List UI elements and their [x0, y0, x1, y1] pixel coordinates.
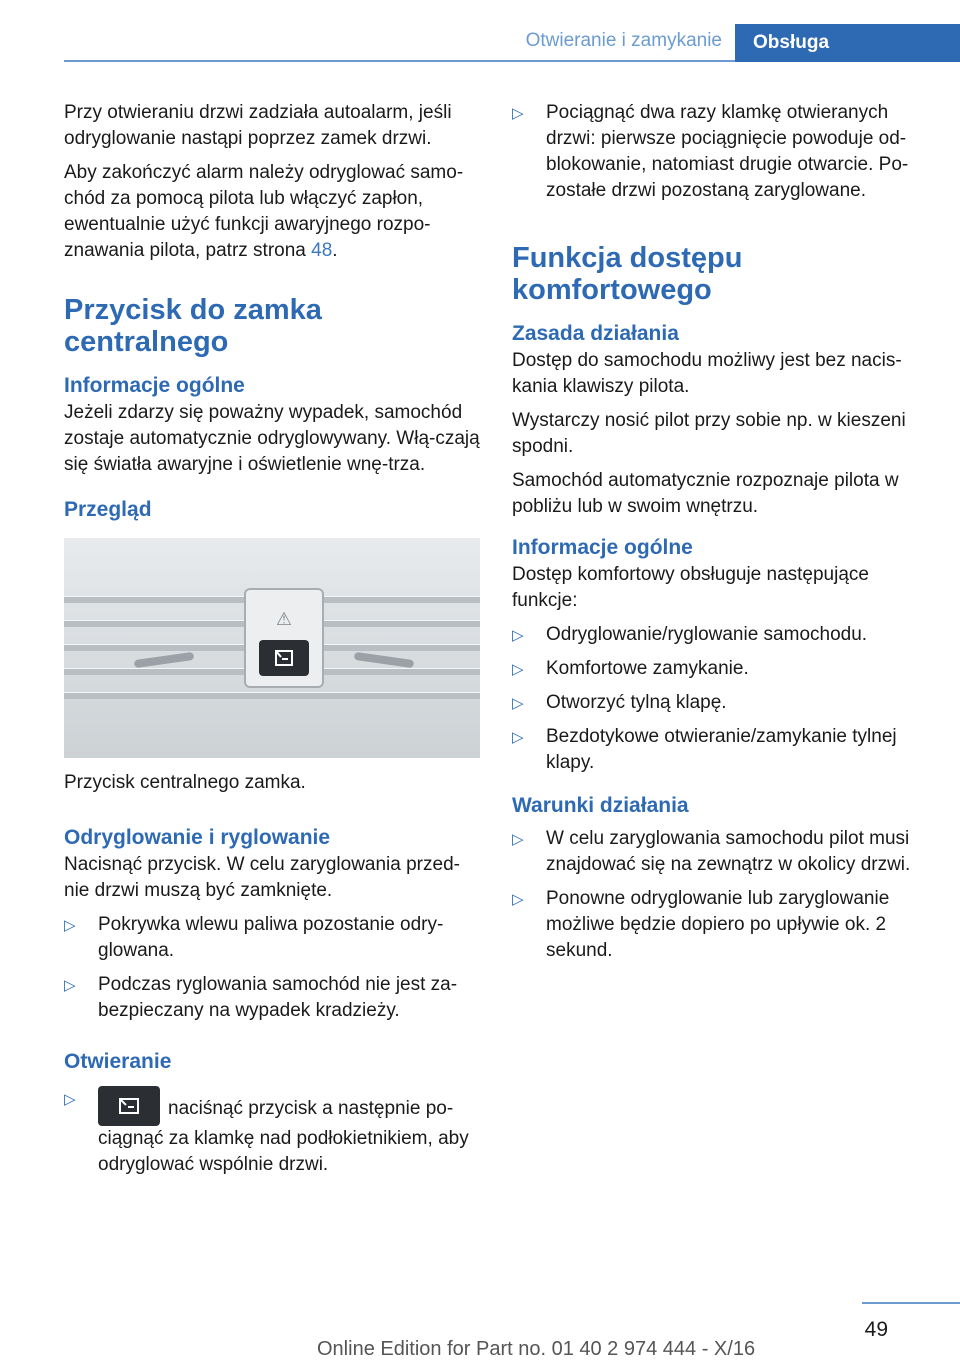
paragraph-stop-alarm-text: Aby zakończyć alarm należy odryglować samo-chód za pomocą pilota lub włączyć zapłon, ewentualnie użyć funkcji awaryjnego rozpo-znawania pilota, patrz strona	[64, 162, 464, 261]
hazard-icon: ⚠	[275, 609, 293, 629]
header-chapter-tab: Obsługa	[735, 24, 960, 62]
list-item	[512, 724, 930, 776]
triangle-right-icon: ▷	[512, 695, 524, 712]
heading-unlock-lock: Odryglowanie i ryglowanie	[64, 826, 331, 849]
list-item	[512, 622, 930, 648]
heading-general-info: Informacje ogólne	[512, 536, 693, 559]
paragraph-general-info: Jeżeli zdarzy się poważny wypadek, samochód zostaje automatycznie odryglowywany. Włą-czają się światła awaryjne i oświetlenie wnę-trza.	[64, 402, 480, 475]
triangle-right-icon: ▷	[512, 729, 524, 746]
list-item	[64, 972, 482, 1024]
paragraph-principle-1: Dostęp do samochodu możliwy jest bez nacis-kania klawiszy pilota.	[512, 350, 902, 397]
list-item	[512, 826, 930, 878]
triangle-right-icon: ▷	[512, 105, 524, 122]
list-item-text: W celu zaryglowania samochodu pilot musi znajdować się na zewnątrz w okolicy drzwi.	[546, 828, 911, 875]
list-item	[64, 912, 482, 964]
list-item-text: Komfortowe zamykanie.	[546, 658, 749, 679]
heading-opening: Otwieranie	[64, 1050, 172, 1073]
heading-comfort-access: Funkcja dostępu komfortowego	[512, 242, 743, 306]
page-number: 49	[864, 1318, 888, 1341]
list-item-text: Bezdotykowe otwieranie/zamykanie tylnej klapy.	[546, 726, 897, 773]
vent-lever	[134, 652, 195, 668]
triangle-right-icon: ▷	[512, 627, 524, 644]
vent-slat	[64, 692, 480, 699]
heading-overview: Przegląd	[64, 498, 152, 521]
central-lock-photo	[64, 538, 480, 758]
heading-central-lock: Przycisk do zamka centralnego	[64, 294, 322, 358]
photo-caption: Przycisk centralnego zamka.	[64, 772, 306, 793]
heading-principle: Zasada działania	[512, 322, 679, 345]
paragraph-functions: Dostęp komfortowy obsługuje następujące funkcje:	[512, 564, 869, 611]
list-item	[512, 886, 930, 964]
unlock-list	[64, 912, 482, 1024]
triangle-right-icon: ▷	[64, 1091, 76, 1108]
list-item-text: Odryglowanie/ryglowanie samochodu.	[546, 624, 868, 645]
heading-general-info: Informacje ogólne	[64, 374, 245, 397]
vent-lever	[354, 652, 415, 668]
footer-rule	[862, 1302, 960, 1304]
triangle-right-icon: ▷	[512, 831, 524, 848]
paragraph-autoalarm: Przy otwieraniu drzwi zadziała autoalarm, jeśli odryglowanie nastąpi poprzez zamek drzwi.	[64, 102, 452, 149]
header-section-title: Otwieranie i zamykanie	[525, 30, 722, 51]
switch-panel	[244, 588, 324, 688]
left-column	[64, 100, 482, 1186]
functions-list	[512, 622, 930, 776]
list-item-text: Podczas ryglowania samochód nie jest za-bezpieczany na wypadek kradzieży.	[98, 974, 458, 1021]
paragraph-stop-alarm-end: .	[332, 240, 338, 261]
opening-list-continued	[512, 100, 930, 204]
triangle-right-icon: ▷	[512, 661, 524, 678]
edition-note: Online Edition for Part no. 01 40 2 974 444 - X/16	[317, 1338, 756, 1360]
list-item	[64, 1086, 482, 1178]
list-item-text: Otworzyć tylną klapę.	[546, 692, 727, 713]
list-item	[512, 656, 930, 682]
triangle-right-icon: ▷	[64, 977, 76, 994]
page-link[interactable]: 48	[311, 240, 333, 261]
paragraph-principle-3: Samochód automatycznie rozpoznaje pilota w pobliżu lub w swoim wnętrzu.	[512, 470, 899, 517]
list-item	[512, 100, 930, 204]
central-lock-button	[259, 640, 309, 676]
door-unlock-button-icon	[98, 1086, 160, 1126]
heading-conditions: Warunki działania	[512, 794, 689, 817]
door-unlock-icon	[259, 640, 309, 676]
paragraph-stop-alarm	[64, 160, 482, 264]
right-column	[512, 100, 930, 972]
list-item-text: Pociągnąć dwa razy klamkę otwieranych drzwi: pierwsze pociągnięcie powoduje od-blokowanie, natomiast drugie otwarcie. Po-zostałe drzwi pozostaną zaryglowane.	[546, 102, 909, 201]
list-item	[512, 690, 930, 716]
conditions-list	[512, 826, 930, 964]
paragraph-principle-2: Wystarczy nosić pilot przy sobie np. w kieszeni spodni.	[512, 410, 906, 457]
paragraph-unlock: Nacisnąć przycisk. W celu zaryglowania przed-nie drzwi muszą być zamknięte.	[64, 854, 460, 901]
list-item-text: Pokrywka wlewu paliwa pozostanie odry-glowana.	[98, 914, 444, 961]
opening-list	[64, 1086, 482, 1178]
triangle-right-icon: ▷	[512, 891, 524, 908]
triangle-right-icon: ▷	[64, 917, 76, 934]
list-item-text: Ponowne odryglowanie lub zaryglowanie możliwe będzie dopiero po upływie ok. 2 sekund.	[546, 888, 890, 961]
list-item-text: naciśnąć przycisk a następnie po-ciągnąć za klamkę nad podłokietnikiem, aby odryglować wspólnie drzwi.	[98, 1098, 469, 1175]
